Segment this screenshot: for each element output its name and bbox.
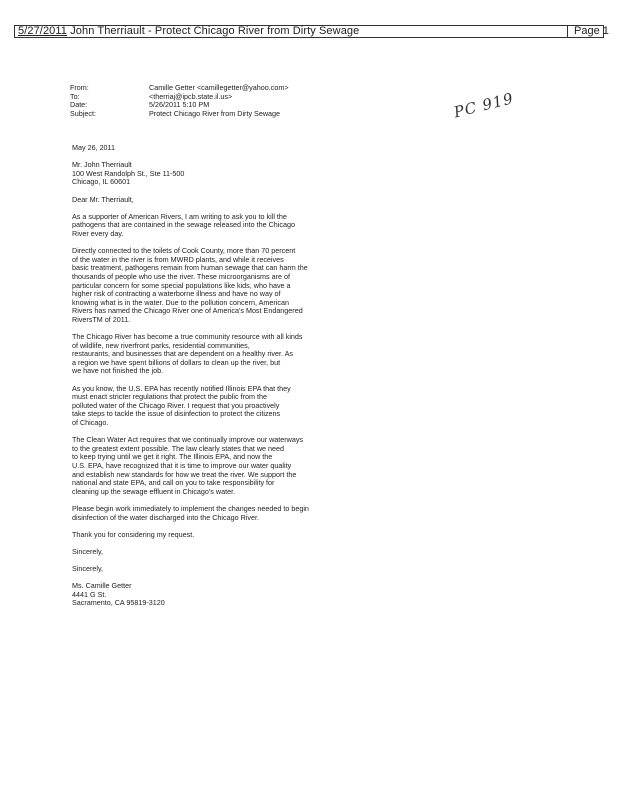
meta-label: To: [70, 91, 80, 101]
header-separator [567, 26, 568, 37]
paragraph-line: cleaning up the sewage effluent in Chicago's water. [72, 486, 236, 496]
signature-line: Ms. Camille Getter [72, 581, 132, 591]
header-title [18, 25, 359, 37]
meta-value: Protect Chicago River from Dirty Sewage [149, 108, 281, 118]
paragraph-line: Thank you for considering my request. [72, 529, 195, 539]
header-bar [14, 25, 609, 38]
meta-label: Date: [70, 100, 88, 110]
paragraph-line: restaurants, and businesses that are dependent on a healthy river. As [72, 349, 293, 359]
paragraph-line: to keep trying until we get it right. The Illinois EPA, and now the [72, 452, 273, 462]
header-date: 5/27/2011 [18, 25, 68, 37]
letter-date: May 26, 2011 [72, 143, 116, 152]
paragraph-line: national and state EPA, and call on you to take responsibility for [72, 478, 275, 488]
paragraph-gap [72, 557, 309, 566]
paragraph-line: Sincerely, [72, 564, 104, 574]
paragraph-line: of the water in the river is from MWRD plants, and while it receives [72, 254, 284, 264]
paragraph-line: RiversTM of 2011. [72, 314, 131, 324]
paragraph-line: basic treatment, pathogens remain from human sewage that can harm the [72, 263, 308, 273]
paragraph-line: Rivers has named the Chicago River one of America's Most Endangered [72, 306, 303, 316]
paragraph-line: pathogens that are contained in the sewage released into the Chicago [72, 220, 295, 230]
paragraph-line: take steps to tackle the issue of disinfection to protect the citizens [72, 409, 281, 419]
meta-label: Subject: [70, 108, 96, 118]
meta-value: <therriaj@ipcb.state.il.us> [149, 91, 233, 101]
paragraph-line: must enact stricter regulations that protect the public from the [72, 392, 267, 402]
meta-label: From: [70, 83, 89, 92]
recipient-line: 100 West Randolph St., Ste 11-500 [72, 168, 185, 178]
paragraph-line: to the greatest extent possible. The law clearly states that we need [72, 443, 285, 453]
paragraph-line: knowing what is in the water. Due to the pollution concern, American [72, 297, 289, 307]
letter-body [72, 144, 309, 608]
meta-value: 5/26/2011 5:10 PM [149, 100, 210, 110]
paragraph-line: Sincerely, [72, 546, 104, 556]
paragraph-line: and establish new standards for how we treat the river. We support the [72, 469, 297, 479]
paragraph-gap [72, 539, 309, 548]
paragraph-line: thousands of people who use the river. These microorganisms are of [72, 271, 291, 281]
salutation: Dear Mr. Therriault, [72, 194, 134, 204]
meta-row-subject [70, 110, 289, 119]
paragraph-line: Please begin work immediately to implement the changes needed to begin [72, 503, 309, 513]
email-meta [70, 84, 289, 118]
paragraph-line: Directly connected to the toilets of Cook County, more than 70 percent [72, 246, 296, 256]
paragraph-line: of Chicago. [72, 418, 109, 427]
paragraph-line: we have not finished the job. [72, 366, 164, 376]
paragraph-line: U.S. EPA, have recognized that it is time to improve our water quality [72, 460, 292, 470]
signature-line: 4441 G St. [72, 589, 107, 599]
paragraph-line: As you know, the U.S. EPA has recently notified Illinois EPA that they [72, 383, 291, 393]
paragraph-line: River every day. [72, 228, 124, 238]
paragraph-line: a region we have spent billions of dollars to clean up the river, but [72, 357, 281, 367]
meta-value: Camille Getter <camillegetter@yahoo.com> [149, 83, 289, 92]
page-number: Page 1 [574, 25, 609, 37]
header-subject: John Therriault - Protect Chicago River from Dirty Sewage [70, 25, 360, 37]
paragraph-line: As a supporter of American Rivers, I am writing to ask you to kill the [72, 211, 287, 221]
paragraph-line: particular concern for some special populations like kids, who have a [72, 280, 291, 290]
paragraph-line: disinfection of the water discharged into the Chicago River. [72, 512, 259, 522]
paragraph-line: The Chicago River has become a true community resource with all kinds [72, 332, 303, 342]
paragraph-line: of wildlife, new riverfront parks, residential communities, [72, 340, 250, 350]
paragraph-line: polluted water of the Chicago River. I request that you proactively [72, 400, 280, 410]
handwritten-stamp: PC 919 [452, 89, 516, 122]
recipient-line: Chicago, IL 60601 [72, 177, 131, 187]
paragraph-line: higher risk of contracting a waterborne illness and have no way of [72, 289, 281, 299]
paragraph-line: The Clean Water Act requires that we continually improve our waterways [72, 435, 304, 445]
signature-line: Sacramento, CA 95819-3120 [72, 598, 165, 608]
recipient-line: Mr. John Therriault [72, 160, 132, 170]
